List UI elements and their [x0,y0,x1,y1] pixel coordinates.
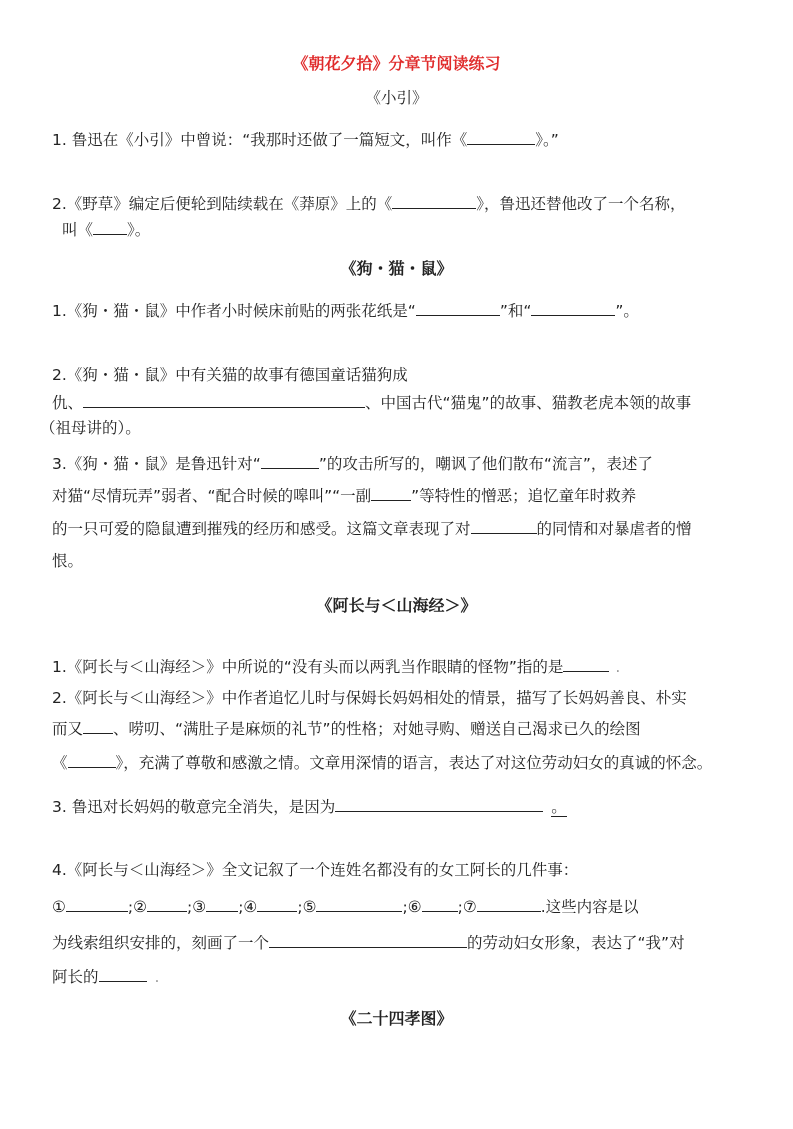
question-text [52,965,159,987]
question-text [52,517,692,539]
answer-blank[interactable] [477,897,541,912]
answer-blank[interactable] [371,486,411,501]
list-marker: ① [52,898,66,916]
question-text-part: 的一只可爱的隐鼠遭到摧残的经历和感受。这篇文章表现了对 [52,520,471,538]
question-text-part: 、中国古代“猫鬼”的故事、猫教老虎本领的故事 [365,394,692,412]
answer-blank[interactable] [392,194,476,209]
question-text-part: 3. 鲁迅对长妈妈的敬意完全消失，是因为 [52,798,336,816]
answer-blank[interactable] [269,933,467,948]
question-text [52,655,620,677]
answer-blank[interactable] [206,897,238,912]
answer-blank[interactable] [416,301,500,316]
question-text-part: （祖母讲的）。 [40,419,141,437]
question-text [52,128,559,150]
answer-blank[interactable] [471,519,537,534]
section-heading-gou: 《狗・猫・鼠》 [340,259,453,278]
events-list: ① ;② ;③ ;④ ;⑤ ;⑥ ;⑦ .这些内容是以 [52,898,639,916]
question-text [52,299,639,321]
question-text [52,549,83,571]
question-text-part: 1. 鲁迅在《小引》中曾说：“我那时还做了一篇短文，叫作《 [52,131,468,149]
question-text-part: 而又 [52,720,84,738]
question-text-part: ”和“ [499,302,532,320]
question-text [52,391,691,413]
section-heading-achang: 《阿长与＜山海经＞》 [316,596,477,615]
question-text-part: 2.《狗・猫・鼠》中有关猫的故事有德国童话猫狗成 [52,366,408,384]
list-marker: ③ [192,898,207,916]
list-marker: ④ [243,898,258,916]
answer-blank[interactable] [99,967,147,982]
question-text-part: 阿长的 [52,968,99,986]
question-text-part: 》。 [127,221,151,239]
question-text-part: 4.《阿长与＜山海经＞》全文记叙了一个连姓名都没有的女工阿长的几件事： [52,861,579,879]
question-text-part: 。 [551,798,567,816]
question-text-part: 》。” [535,131,559,149]
answer-blank[interactable] [66,897,128,912]
answer-blank[interactable] [261,454,319,469]
answer-blank[interactable] [335,797,543,812]
answer-blank[interactable] [83,719,113,734]
question-text [52,931,685,953]
question-text-part: 的劳动妇女形象，表达了“我”对 [467,934,685,952]
question-text-part: ”的攻击所写的，嘲讽了他们散布“流言”，表述了 [318,455,653,473]
question-text [52,363,408,385]
answer-blank[interactable] [467,130,535,145]
question-text-part: 恨。 [52,552,84,570]
answer-blank[interactable] [93,220,127,235]
question-text [40,416,141,438]
question-text-part: .这些内容是以 [540,898,639,916]
question-text [52,484,636,506]
question-text-part: 1.《狗・猫・鼠》中作者小时候床前贴的两张花纸是“ [52,302,416,320]
question-text [52,717,641,739]
question-text-part: 3.《狗・猫・鼠》是鲁迅针对“ [52,455,261,473]
list-marker: ② [133,898,148,916]
question-text [52,858,578,880]
question-text [52,795,567,817]
question-text-part: 为线索组织安排的，刻画了一个 [52,934,270,952]
question-text-part: 2.《阿长与＜山海经＞》中作者追忆儿时与保姆长妈妈相处的情景，描写了长妈妈善良、朴实 [52,689,687,707]
list-marker: ⑤ [302,898,317,916]
answer-blank[interactable] [563,657,609,672]
section-heading-ershisi: 《二十四孝图》 [340,1009,453,1028]
question-text-part: 仇、 [52,394,84,412]
answer-blank[interactable] [83,393,365,408]
list-marker: ⑦ [462,898,477,916]
question-text-part: 1.《阿长与＜山海经＞》中所说的“没有头而以两乳当作眼睛的怪物”指的是 [52,658,564,676]
question-text [52,686,687,708]
question-text-part: 对猫“尽情玩弄”弱者、“配合时候的嗥叫”“一副 [52,487,372,505]
question-text-part: 2.《野草》编定后便轮到陆续载在《莽原》上的《 [52,195,393,213]
question-text [62,218,150,240]
question-text-part: ”。 [615,302,639,320]
question-text-part: 、唠叨、“满肚子是麻烦的礼节”的性格；对她寻购、赠送自己渴求已久的绘图 [113,720,641,738]
question-text-part: 》，充满了尊敬和感激之情。文章用深情的语言，表达了对这位劳动妇女的真诚的怀念。 [115,754,713,772]
answer-blank[interactable] [531,301,615,316]
answer-blank[interactable] [68,753,116,768]
question-text [52,192,686,214]
question-text [52,751,712,773]
section-heading-xiaoyin: 《小引》 [365,89,428,107]
answer-blank[interactable] [316,897,402,912]
question-text-part: 》，鲁迅还替他改了一个名称， [476,195,686,213]
question-text-part: 《 [52,754,68,772]
question-text-part: 叫《 [62,221,94,239]
question-text-part: . [154,968,160,986]
answer-blank[interactable] [257,897,297,912]
answer-blank[interactable] [147,897,187,912]
document-title: 《朝花夕拾》分章节阅读练习 [292,54,501,73]
question-text [52,452,653,474]
question-text-part: ”等特性的憎恶；追忆童年时救养 [411,487,637,505]
list-marker: ⑥ [407,898,422,916]
question-text-part: 的同情和对暴虐者的憎 [536,520,692,538]
question-text-part: . [615,658,621,676]
answer-blank[interactable] [422,897,458,912]
